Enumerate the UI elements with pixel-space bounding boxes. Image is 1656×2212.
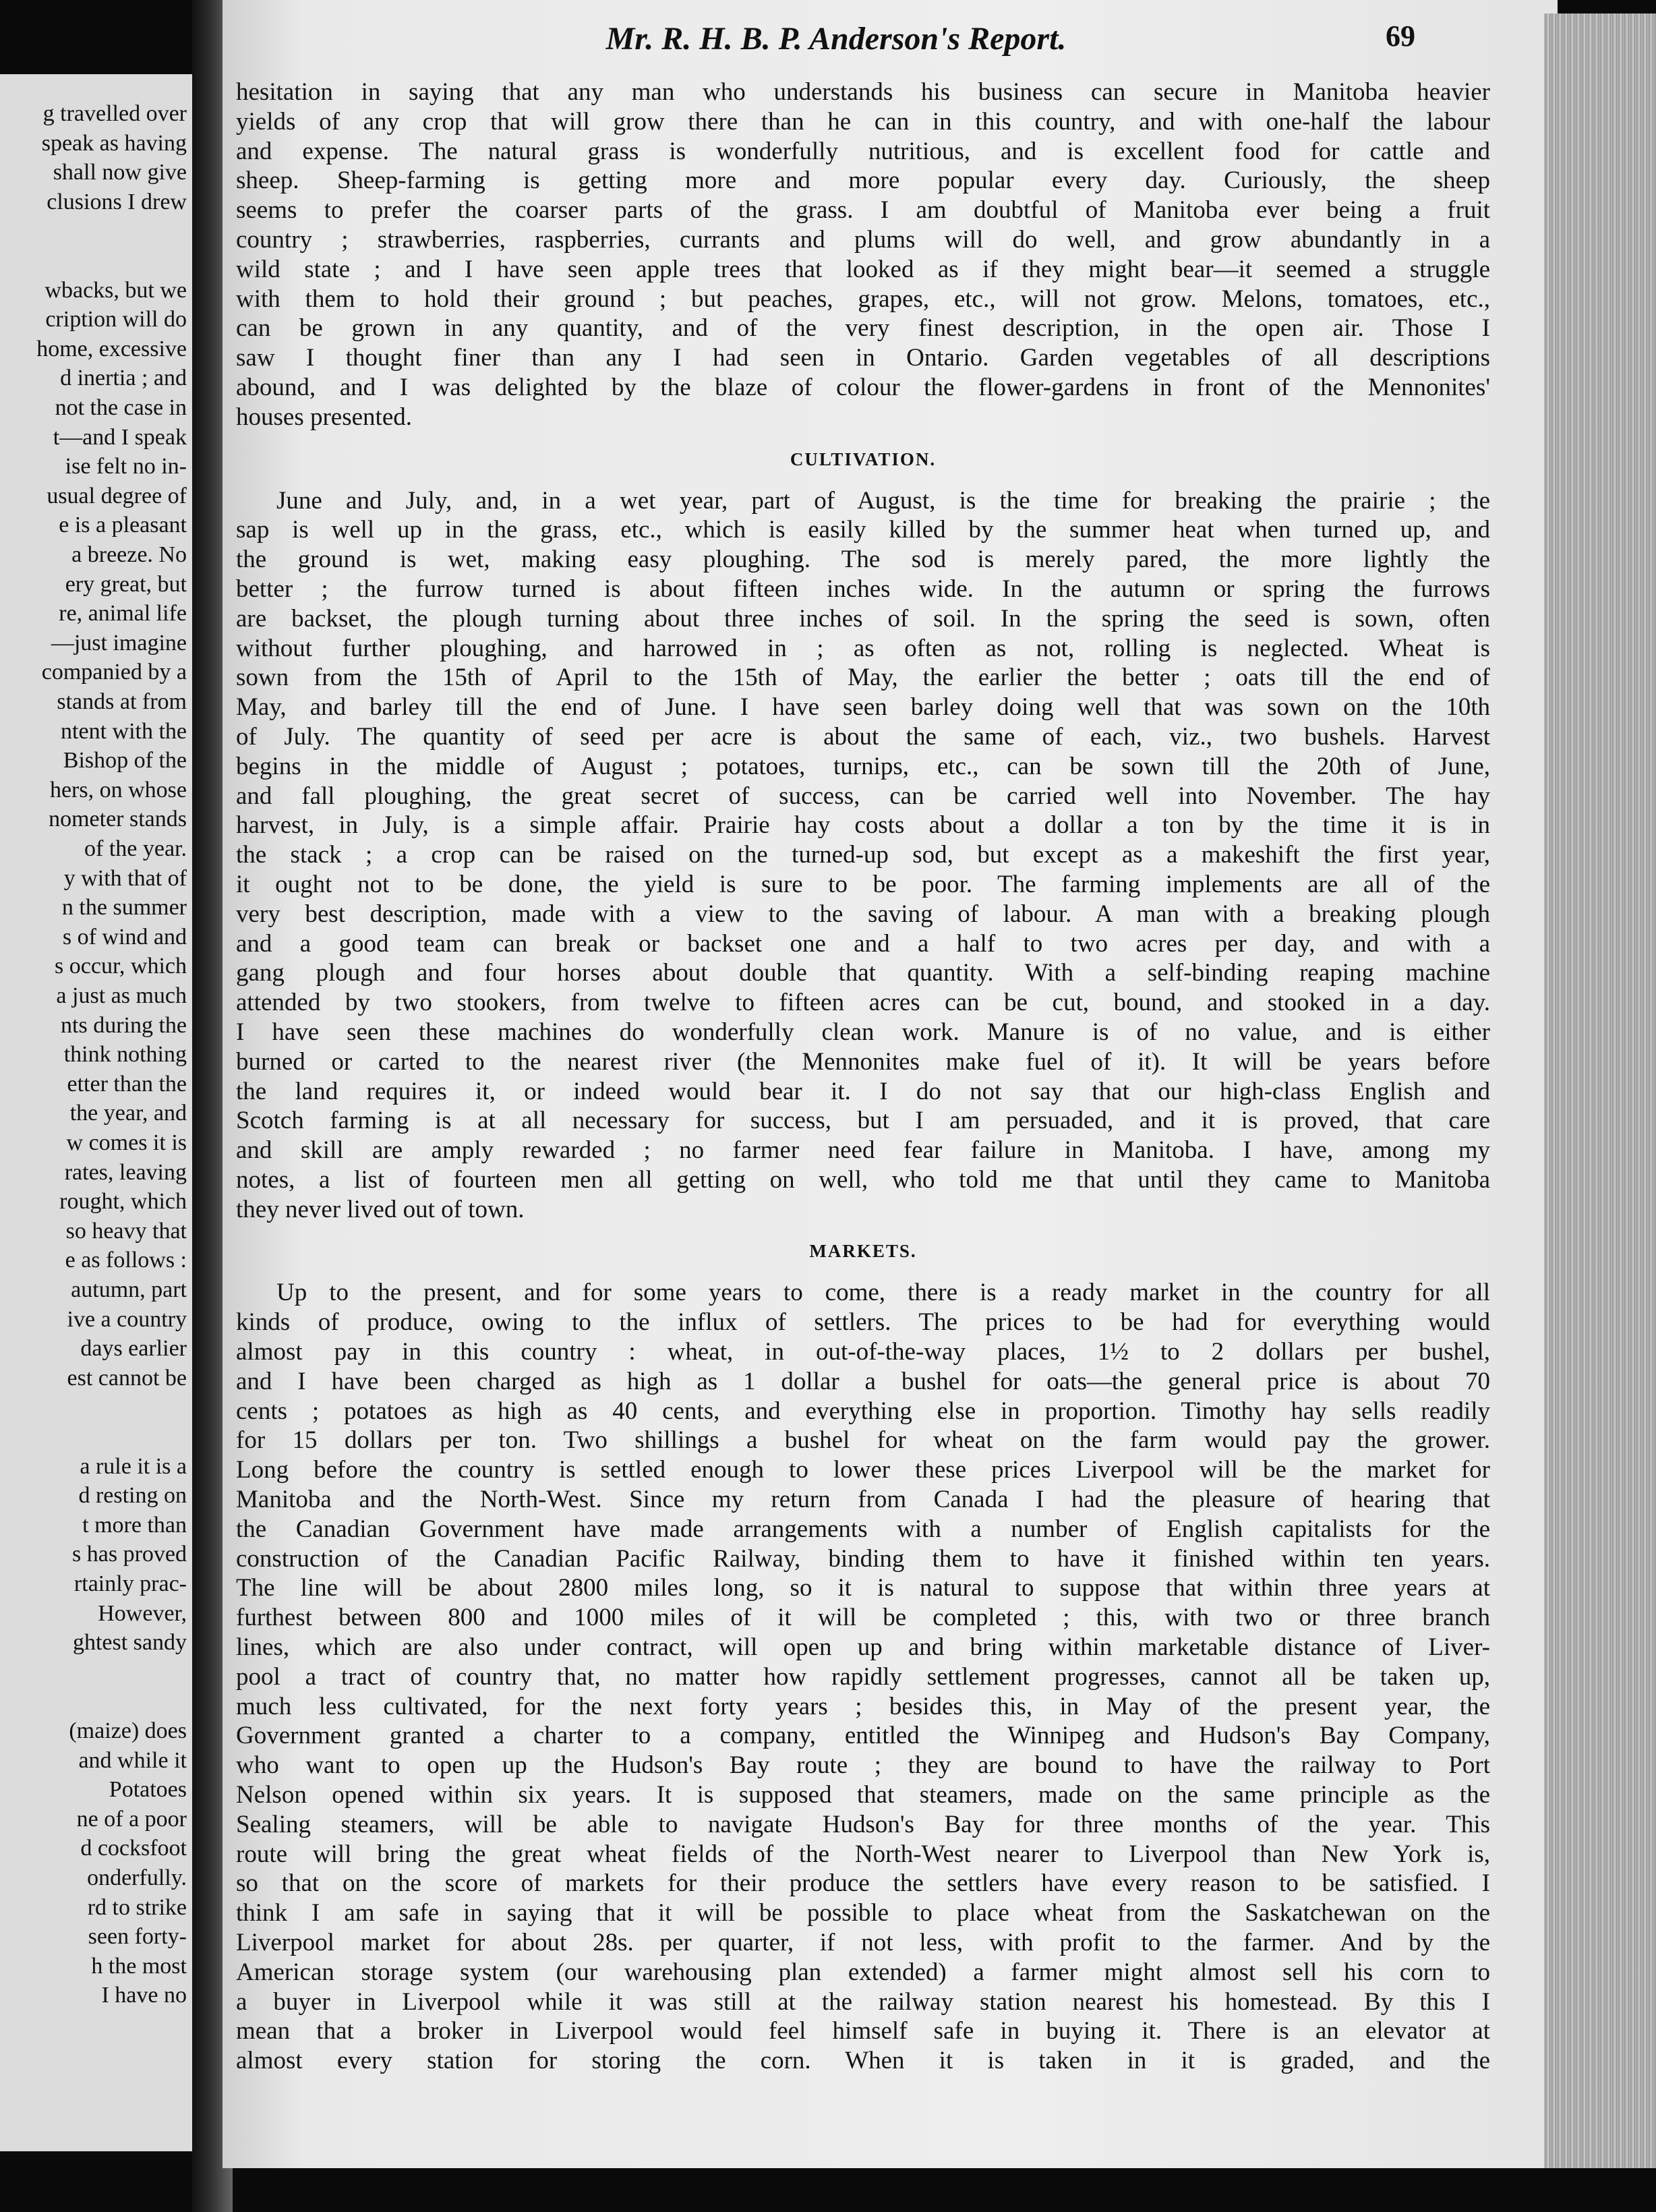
text-line: route will bring the great wheat fields of the North-West nearer to Liverpool than New York is,: [236, 1840, 1490, 1868]
text-line: burned or carted to the nearest river (the Mennonites make fuel of it). It will be years before: [236, 1047, 1490, 1076]
text-line: and I have been charged as high as 1 dollar a bushel for oats—the general price is about 70: [236, 1367, 1490, 1395]
text-line: gang plough and four horses about double that quantity. With a self-binding reaping machine: [236, 959, 1490, 987]
left-facing-page: [0, 74, 192, 2151]
left-page-fragment: e as follows :: [65, 1248, 187, 1273]
left-page-fragment: t—and I speak: [53, 424, 187, 450]
text-line: so that on the score of markets for their produce the settlers have every reason to be satisfied. I: [236, 1869, 1490, 1898]
text-line: attended by two stookers, from twelve to fifteen acres can be cut, bound, and stooked in a day.: [236, 989, 1490, 1017]
text-line: better ; the furrow turned is about fifteen inches wide. In the autumn or spring the furrows: [236, 575, 1490, 603]
left-page-fragment: s has proved: [72, 1542, 187, 1567]
text-line: yields of any crop that will grow there than he can in this country, and with one-half the labour: [236, 107, 1490, 136]
left-page-fragment: ive a country: [67, 1306, 187, 1332]
left-page-fragment: etter than the: [67, 1071, 187, 1097]
text-line: they never lived out of town.: [236, 1195, 525, 1223]
text-line: pool a tract of country that, no matter how rapidly settlement progresses, cannot all be taken up,: [236, 1662, 1490, 1691]
text-line: can be grown in any quantity, and of the very finest description, in the open air. Those I: [236, 314, 1490, 343]
left-page-fragment: s occur, which: [55, 954, 187, 979]
text-line: furthest between 800 and 1000 miles of it will be completed ; this, with two or three branch: [236, 1604, 1490, 1632]
left-page-fragment: nometer stands: [49, 807, 187, 832]
left-page-fragment: a just as much: [56, 983, 187, 1008]
left-page-fragment: hers, on whose: [49, 777, 187, 803]
text-line: of July. The quantity of seed per acre is about the same of each, viz., two bushels. Harvest: [236, 722, 1490, 751]
left-page-fragment: home, excessive: [36, 336, 187, 361]
text-line: the land requires it, or indeed would bear it. I do not say that our high-class English and: [236, 1077, 1490, 1105]
text-line: sheep. Sheep-farming is getting more and more popular every day. Curiously, the sheep: [236, 167, 1490, 195]
text-line: abound, and I was delighted by the blaze of colour the flower-gardens in front of the Mennonites': [236, 373, 1490, 401]
markets-heading: MARKETS.: [809, 1241, 917, 1262]
text-line: May, and barley till the end of June. I have seen barley doing well that was sown on the 10th: [236, 693, 1490, 722]
text-line: wild state ; and I have seen apple trees that looked as if they might bear—it seemed a struggle: [236, 255, 1490, 283]
text-line: Manitoba and the North-West. Since my return from Canada I had the pleasure of hearing that: [236, 1486, 1490, 1514]
left-page-fragment: nts during the: [61, 1012, 187, 1038]
text-line: harvest, in July, is a simple affair. Prairie hay costs about a dollar a ton by the time it is in: [236, 811, 1490, 840]
cultivation-heading: CULTIVATION.: [790, 448, 937, 469]
text-line: for 15 dollars per ton. Two shillings a bushel for wheat on the farm would pay the grower.: [236, 1426, 1490, 1455]
cultivation-paragraph: [236, 486, 1490, 1225]
text-line: without further ploughing, and harrowed in ; as often as not, rolling is neglected. Wheat is: [236, 634, 1490, 662]
left-page-fragment: clusions I drew: [47, 189, 187, 214]
text-line: sap is well up in the grass, etc., which is easily killed by the summer heat when turned up, and: [236, 516, 1490, 544]
text-line: Nelson opened within six years. It is supposed that steamers, made on the same principle as the: [236, 1781, 1490, 1809]
left-page-fragment: (maize) does: [69, 1718, 187, 1743]
left-page-fragment: However,: [98, 1600, 187, 1626]
left-page-fragment: companied by a: [41, 660, 187, 685]
left-page-fragment: a rule it is a: [80, 1453, 187, 1479]
left-page-fragment: think nothing: [63, 1042, 187, 1068]
left-page-fragment: rtainly prac-: [73, 1571, 187, 1596]
body-text: [236, 78, 1490, 2076]
left-page-fragment: rates, leaving: [64, 1159, 187, 1185]
text-line: Long before the country is settled enough to lower these prices Liverpool will be the market for: [236, 1456, 1490, 1484]
text-line: Liverpool market for about 28s. per quarter, if not less, with profit to the farmer. And by the: [236, 1929, 1490, 1957]
text-line: country ; strawberries, raspberries, currants and plums will do well, and grow abundantly in a: [236, 225, 1490, 254]
left-page-fragment: Potatoes: [109, 1777, 187, 1803]
text-line: hesitation in saying that any man who understands his business can secure in Manitoba heavier: [236, 78, 1490, 106]
text-line: Sealing steamers, will be able to navigate Hudson's Bay for three months of the year. This: [236, 1810, 1490, 1838]
left-page-fragment: days earlier: [80, 1336, 187, 1362]
left-page-fragment: re, animal life: [59, 601, 187, 627]
left-page-fragment: —just imagine: [51, 630, 187, 656]
intro-paragraph: [236, 78, 1490, 432]
left-page-fragment: t more than: [82, 1512, 187, 1538]
text-line: lines, which are also under contract, will open up and bring within marketable distance of Liver-: [236, 1633, 1490, 1662]
text-line: I have seen these machines do wonderfully clean work. Manure is of no value, and is either: [236, 1018, 1490, 1046]
left-page-fragment: and while it: [78, 1747, 187, 1773]
left-page-fragment: g travelled over: [42, 101, 187, 126]
text-line: are backset, the plough turning about three inches of soil. In the spring the seed is sown, often: [236, 604, 1490, 633]
left-page-fragment: ghtest sandy: [72, 1630, 187, 1656]
left-page-fragment: d cocksfoot: [80, 1836, 187, 1861]
text-line: sown from the 15th of April to the 15th of May, the earlier the better ; oats till the end of: [236, 664, 1490, 692]
text-line: begins in the middle of August ; potatoes, turnips, etc., can be sown till the 20th of June,: [236, 752, 1490, 780]
left-page-fragment: stands at from: [57, 689, 187, 714]
markets-paragraph: [236, 1278, 1490, 2076]
text-line: much less cultivated, for the next forty years ; besides this, in May of the present year, the: [236, 1692, 1490, 1720]
left-page-fragment: autumn, part: [71, 1277, 187, 1302]
left-page-fragment: n the summer: [61, 895, 187, 921]
text-line: almost pay in this country : wheat, in out-of-the-way places, 1½ to 2 dollars per bushel,: [236, 1338, 1490, 1366]
left-page-fragment: speak as having: [41, 130, 187, 156]
running-title: Mr. R. H. B. P. Anderson's Report.: [605, 21, 1067, 57]
text-line: houses presented.: [236, 403, 412, 431]
text-line: seems to prefer the coarser parts of the grass. I am doubtful of Manitoba ever being a fruit: [236, 196, 1490, 225]
left-page-fragment: wbacks, but we: [45, 277, 187, 303]
left-page-fragment: est cannot be: [67, 1365, 187, 1391]
text-line: saw I thought finer than any I had seen in Ontario. Garden vegetables of all descriptions: [236, 344, 1490, 372]
text-line: the Canadian Government have made arrangements with a number of English capitalists for the: [236, 1515, 1490, 1543]
text-line: it ought not to be done, the yield is sure to be poor. The farming implements are all of the: [236, 870, 1490, 898]
left-page-fragment: w comes it is: [66, 1130, 187, 1155]
text-line: who want to open up the Hudson's Bay route ; they are bound to have the railway to Port: [236, 1751, 1490, 1780]
text-line: Up to the present, and for some years to come, there is a ready market in the country for all: [276, 1279, 1490, 1307]
left-page-fragment: y with that of: [63, 865, 187, 891]
text-line: and expense. The natural grass is wonderfully nutritious, and is excellent food for cattle and: [236, 137, 1490, 165]
text-line: the stack ; a crop can be raised on the turned-up sod, but except as a makeshift the first year,: [236, 841, 1490, 869]
text-line: a buyer in Liverpool while it was still at the railway station nearest his homestead. By this I: [236, 1987, 1490, 2016]
left-page-fragment: d resting on: [78, 1483, 187, 1509]
text-line: with them to hold their ground ; but peaches, grapes, etc., will not grow. Melons, tomatoes, etc.,: [236, 285, 1490, 313]
left-page-fragment: shall now give: [53, 160, 187, 185]
page-edges: [1544, 13, 1656, 2168]
left-page-fragment: Bishop of the: [63, 748, 187, 774]
text-line: cents ; potatoes as high as 40 cents, and everything else in proportion. Timothy hay sells readily: [236, 1397, 1490, 1425]
text-line: and fall ploughing, the great secret of success, can be carried well into November. The hay: [236, 782, 1490, 810]
text-line: construction of the Canadian Pacific Railway, binding them to have it finished within ten years.: [236, 1544, 1490, 1573]
left-page-fragment: ne of a poor: [76, 1806, 187, 1832]
left-page-fragment: the year, and: [69, 1101, 187, 1126]
text-line: kinds of produce, owing to the influx of settlers. The prices to be had for everything would: [236, 1308, 1490, 1337]
text-line: June and July, and, in a wet year, part of August, is the time for breaking the prairie ; the: [276, 486, 1490, 515]
text-line: and a good team can break or backset one and a half to two acres per day, and with a: [236, 929, 1490, 958]
left-page-fragment: of the year.: [84, 836, 187, 861]
page-number: 69: [1386, 20, 1415, 53]
left-page-fragment: ery great, but: [65, 571, 187, 597]
left-page-fragment: usual degree of: [47, 483, 187, 508]
text-line: almost every station for storing the corn. When it is taken in it is graded, and the: [236, 2047, 1490, 2075]
left-page-fragment: rought, which: [59, 1189, 187, 1215]
text-line: Government granted a charter to a company, entitled the Winnipeg and Hudson's Bay Company,: [236, 1722, 1490, 1750]
left-page-fragment: d inertia ; and: [60, 366, 187, 391]
left-page-fragment: I have no: [101, 1983, 187, 2008]
left-page-fragment: s of wind and: [62, 924, 187, 950]
left-page-fragment: e is a pleasant: [59, 513, 187, 538]
left-page-fragment: cription will do: [45, 307, 187, 332]
left-page-fragment: ntent with the: [61, 718, 187, 744]
left-page-fragment: onderfully.: [87, 1865, 187, 1890]
left-page-fragment: h the most: [91, 1953, 187, 1979]
left-page-fragment: a breeze. No: [71, 542, 187, 567]
left-page-fragment: not the case in: [55, 395, 187, 420]
text-line: American storage system (our warehousing plan extended) a farmer might almost sell his corn to: [236, 1958, 1490, 1986]
left-page-fragment: rd to strike: [87, 1894, 187, 1920]
left-page-fragment: ise felt no in-: [65, 454, 187, 479]
left-page-fragment: seen forty-: [88, 1924, 187, 1950]
left-page-fragment: so heavy that: [65, 1218, 187, 1244]
text-line: notes, a list of fourteen men all getting on well, who told me that until they came to Manitoba: [236, 1165, 1490, 1194]
text-line: think I am safe in saying that it will be possible to place wheat from the Saskatchewan on the: [236, 1899, 1490, 1927]
text-line: very best description, made with a view to the saving of labour. A man with a breaking plough: [236, 900, 1490, 928]
text-line: Scotch farming is at all necessary for success, but I am persuaded, and it is proved, that care: [236, 1107, 1490, 1135]
text-line: the ground is wet, making easy ploughing. The sod is merely pared, the more lightly the: [236, 546, 1490, 574]
text-line: mean that a broker in Liverpool would feel himself safe in buying it. There is an elevator at: [236, 2017, 1490, 2045]
text-line: and skill are amply rewarded ; no farmer need fear failure in Manitoba. I have, among my: [236, 1136, 1490, 1165]
text-line: The line will be about 2800 miles long, so it is natural to suppose that within three years at: [236, 1574, 1490, 1602]
